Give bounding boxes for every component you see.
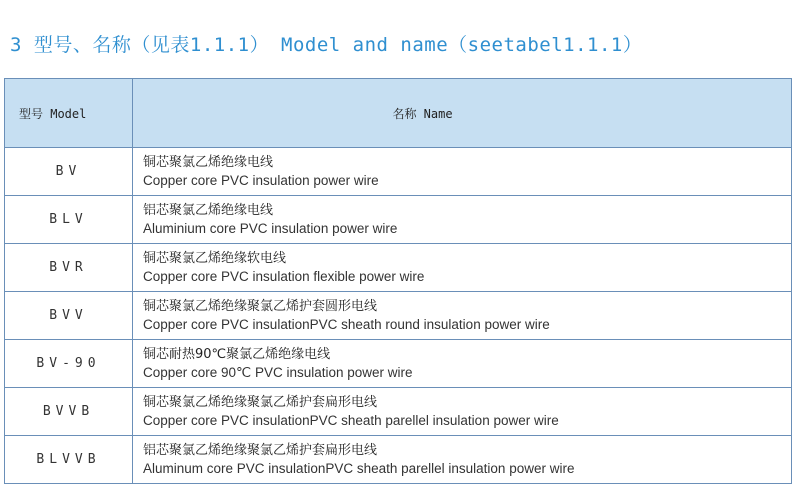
table-row — [5, 388, 792, 436]
name-english: Copper core PVC insulation power wire — [143, 172, 379, 188]
model-cell: BV-90 — [5, 340, 133, 388]
model-cell: BVR — [5, 244, 133, 292]
name-english: Copper core PVC insulationPVC sheath parellel insulation power wire — [143, 412, 559, 428]
name-chinese: 铝芯聚氯乙烯绝缘电线 — [143, 202, 274, 218]
table-row — [5, 340, 792, 388]
name-cell — [133, 340, 792, 388]
name-cell — [133, 436, 792, 484]
name-cell — [133, 244, 792, 292]
table-header-row — [5, 79, 792, 148]
model-column-header: 型号 Model — [5, 79, 133, 148]
name-column-header: 名称 Name — [133, 79, 792, 148]
model-cell: BV — [5, 148, 133, 196]
name-english: Copper core PVC insulationPVC sheath round insulation power wire — [143, 316, 550, 332]
table-row — [5, 244, 792, 292]
name-cell — [133, 148, 792, 196]
name-chinese: 铝芯聚氯乙烯绝缘聚氯乙烯护套扁形电线 — [143, 442, 378, 458]
name-chinese: 铜芯聚氯乙烯绝缘电线 — [143, 154, 274, 170]
table-row — [5, 292, 792, 340]
name-chinese: 铜芯耐热90℃聚氯乙烯绝缘电线 — [143, 346, 331, 362]
model-cell: BLV — [5, 196, 133, 244]
model-name-table — [4, 78, 792, 484]
name-english: Copper core 90℃ PVC insulation power wire — [143, 364, 413, 380]
table-row — [5, 436, 792, 484]
name-chinese: 铜芯聚氯乙烯绝缘聚氯乙烯护套圆形电线 — [143, 298, 378, 314]
model-cell: BVVB — [5, 388, 133, 436]
name-chinese: 铜芯聚氯乙烯绝缘聚氯乙烯护套扁形电线 — [143, 394, 378, 410]
name-chinese: 铜芯聚氯乙烯绝缘软电线 — [143, 250, 287, 266]
model-cell: BVV — [5, 292, 133, 340]
name-cell — [133, 196, 792, 244]
name-english: Copper core PVC insulation flexible power wire — [143, 268, 425, 284]
name-english: Aluminum core PVC insulationPVC sheath parellel insulation power wire — [143, 460, 575, 476]
table-row — [5, 148, 792, 196]
name-cell — [133, 388, 792, 436]
model-cell: BLVVB — [5, 436, 133, 484]
name-cell — [133, 292, 792, 340]
table-row — [5, 196, 792, 244]
section-title: 3 型号、名称（见表1.1.1） Model and name（seetabel1.1.1） — [10, 34, 643, 56]
name-english: Aluminium core PVC insulation power wire — [143, 220, 398, 236]
